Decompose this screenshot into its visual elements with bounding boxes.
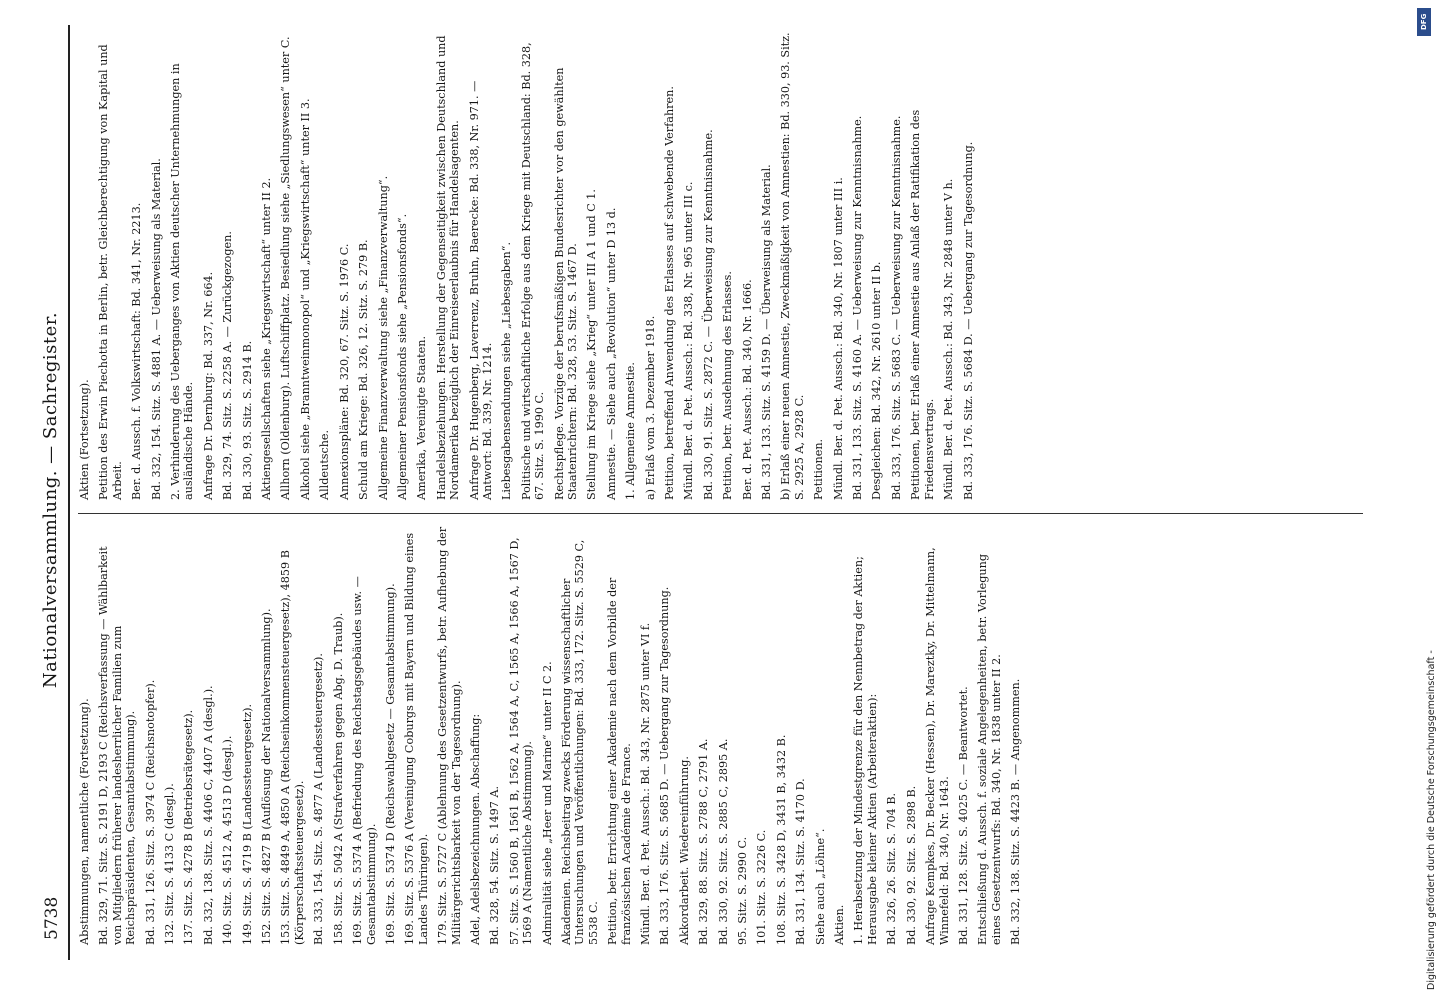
- index-entry: Bd. 326, 26. Sitz. S. 704 B.: [885, 792, 899, 945]
- index-entry: Schuld am Kriege: Bd. 326, 12. Sitz. S. 279 B.: [357, 239, 371, 500]
- index-entry: Bd. 330, 92. Sitz. S. 2898 B.: [904, 785, 918, 945]
- index-entry: 95. Sitz. S. 2990 C.: [736, 836, 750, 945]
- left-column: [78, 525, 1363, 945]
- index-entry: Bd. 329, 88. Sitz. S. 2788 C, 2791 A.: [697, 738, 711, 945]
- index-entry: Anfrage Dr. Dernburg: Bd. 337, Nr. 664.: [201, 271, 215, 500]
- index-entry: 1. Herabsetzung der Mindestgrenze für den Nennbetrag der Aktien; Herausgabe kleiner Aktien (Arbeiteraktien):: [852, 552, 879, 945]
- index-entry: Aktien (Fortsetzung).: [78, 379, 91, 500]
- index-entry: Allhorn (Oldenburg). Luftschiffplatz. Besiedlung siehe „Siedlungswesen“ unter C.: [279, 36, 293, 500]
- index-entry: Petition, betreffend Anwendung des Erlasses auf schwebende Verfahren.: [663, 86, 676, 500]
- index-entry: 101. Sitz. S. 3226 C.: [755, 829, 769, 945]
- index-entry: Bd. 330, 92. Sitz. S. 2885 C, 2895 A.: [716, 738, 730, 945]
- index-entry: 132. Sitz. S. 4133 C (desgl.).: [163, 783, 177, 945]
- index-entry: Politische und wirtschaftliche Erfolge aus dem Kriege mit Deutschland: Bd. 328, 67. Sitz. S. 1990 C.: [519, 38, 547, 500]
- index-entry: Amerika, Vereinigte Staaten.: [415, 335, 429, 500]
- index-entry: Bd. 330, 91. Sitz. S. 2872 C. — Überweisung zur Kenntnisnahme.: [701, 129, 715, 500]
- index-entry: Bd. 328, 54. Sitz. S. 1497 A.: [488, 785, 502, 945]
- index-entry: 153. Sitz. S. 4849 A, 4850 A (Reichseinkommensteuergesetz), 4859 B (Körperschaftssteuergesetz).: [279, 546, 306, 945]
- index-entry: Rechtspflege. Vorzüge der berufsmäßigen Bundesrichter vor den gewählten Staatenrichtern: Bd. 328, 53. Sitz. S. 1467 D.: [552, 63, 579, 500]
- index-entry: 2. Verhinderung des Ueberganges von Aktien deutscher Unternehmungen in ausländische Hände.: [169, 59, 196, 500]
- index-entry: Alldeutsche.: [318, 429, 332, 500]
- page-header: [38, 0, 68, 1000]
- index-entry: Bd. 333, 176. Sitz. S. 5685 D. — Uebergang zur Tagesordnung.: [658, 586, 672, 945]
- index-entry: Admiralität siehe „Heer und Marine“ unter II C 2.: [540, 661, 554, 945]
- index-entry: Liebesgabensendungen siehe „Liebesgaben“.: [500, 241, 514, 500]
- index-entry: 158. Sitz. S. 5042 A (Strafverfahren gegen Abg. D. Traub).: [331, 612, 345, 945]
- index-entry: Bd. 331, 128. Sitz. S. 4025 C. — Beantwortet.: [956, 686, 970, 945]
- index-entry: Bd. 332, 154. Sitz. S. 4881 A. — Ueberweisung als Material.: [149, 158, 163, 500]
- index-entry: Anfrage Dr. Hugenberg, Laverrenz, Bruhn, Baerecke: Bd. 338, Nr. 971. — Antwort: Bd. 339, Nr. 1214.: [467, 77, 494, 500]
- index-entry: Aktiengesellschaften siehe „Kriegswirtschaft“ unter II 2.: [260, 177, 274, 500]
- index-entry: Anfrage Kempkes, Dr. Becker (Hessen), Dr. Mareztky, Dr. Mittelmann, Winnefeld: Bd. 340, Nr. 1643.: [924, 543, 951, 945]
- index-entry: Entschließung d. Aussch. f. soziale Angelegenheiten, betr. Vorlegung eines Gesetzentwurfs: Bd. 340, Nr. 1838 unter II 2.: [976, 550, 1003, 945]
- index-entry: 179. Sitz. S. 5727 C (Ablehnung des Gesetzentwurfs, betr. Aufhebung der Militärgerichtsbarkeit von der Tagesordnung).: [436, 523, 463, 945]
- index-entry: Akademien. Reichsbeitrag zwecks Förderung wissenschaftlicher Untersuchungen und Veröffentlichungen: Bd. 333, 172. Sitz. S. 5529 C, 5538 C.: [559, 536, 600, 945]
- index-entry: Bd. 332, 138. Sitz. S. 4406 C, 4407 A (desgl.).: [201, 685, 215, 945]
- index-entry: Alkohol siehe „Branntweinmonopol“ und „Kriegswirtschaft“ unter II 3.: [298, 98, 312, 500]
- index-entry: Adel, Adelsbezeichnungen. Abschaffung:: [468, 713, 482, 945]
- index-entry: Handelsbeziehungen. Herstellung der Gegenseitigkeit zwischen Deutschland und Nordamerika bezüglich der Einreiseerlaubnis für Handelsagenten.: [434, 31, 462, 500]
- page-title: Nationalversammlung. — Sachregister.: [40, 311, 61, 689]
- index-entry: Bd. 329, 71. Sitz. S. 2191 D, 2193 C (Reichsverfassung — Wählbarkeit von Mitgliedern früherer landesherrlicher Familien zum Reichspräsidenten, Gesamtabstimmung).: [97, 542, 138, 945]
- index-entry: Abstimmungen, namentliche (Fortsetzung).: [78, 698, 91, 945]
- index-entry: Petition, betr. Ausdehnung des Erlasses.: [721, 271, 735, 500]
- index-entry: Petition des Erwin Piechotta in Berlin, betr. Gleichberechtigung von Kapital und Arbeit.: [97, 40, 124, 500]
- index-entry: Allgemeine Finanzverwaltung siehe „Finanzverwaltung“.: [376, 175, 390, 500]
- index-entry: Mündl. Ber. d. Pet. Aussch.: Bd. 340, Nr. 1807 unter III i.: [831, 177, 845, 500]
- index-entry: 169. Sitz. S. 5374 D (Reichswahlgesetz — Gesamtabstimmung).: [383, 583, 397, 945]
- index-entry: Akkordarbeit. Wiedereinführung.: [677, 756, 691, 945]
- digitization-note: Digitalisierung gefördert durch die Deutsche Forschungsgemeinschaft -: [1426, 650, 1437, 990]
- column-divider: [78, 513, 1363, 514]
- index-entry: Ber. d. Pet. Aussch.: Bd. 340, Nr. 1666.: [740, 279, 754, 500]
- index-entry: 57. Sitz. S. 1560 B, 1561 B, 1562 A, 1564 A, C, 1565 A, 1566 A, 1567 D, 1569 A (Namentliche Abstimmung).: [507, 533, 535, 945]
- index-entry: 169. Sitz. S. 5374 A (Befriedung des Reichstagsgebäudes usw. — Gesamtabstimmung).: [351, 572, 378, 945]
- index-entry: Aktien.: [833, 904, 847, 945]
- index-entry: 1. Allgemeine Amnestie.: [624, 362, 638, 500]
- index-entry: Bd. 332, 138. Sitz. S. 4423 B. — Angenommen.: [1009, 678, 1023, 945]
- index-entry: 169. Sitz. S. 5376 A (Vereinigung Coburgs mit Bayern und Bildung eines Landes Thüringen).: [403, 529, 430, 945]
- index-entry: Bd. 331, 133. Sitz. S. 4160 A. — Ueberweisung zur Kenntnisnahme.: [851, 115, 865, 500]
- index-entry: Bd. 333, 154. Sitz. S. 4877 A (Landessteuergesetz).: [312, 653, 326, 945]
- index-entry: Stellung im Kriege siehe „Krieg“ unter III A 1 und C 1.: [585, 189, 599, 500]
- index-entry: b) Erlaß einer neuen Amnestie, Zweckmäßigkeit von Amnestien: Bd. 330, 93. Sitz. S. 2925 A, 2928 C.: [779, 28, 806, 500]
- index-entry: 137. Sitz. S. 4278 B (Betriebsrätegesetz).: [182, 709, 196, 945]
- index-entry: Mündl. Ber. d. Pet. Aussch.: Bd. 343, Nr. 2875 unter VI f.: [639, 622, 652, 945]
- index-entry: Bd. 329, 74. Sitz. S. 2258 A. — Zurückgezogen.: [221, 231, 235, 500]
- index-entry: Annexionspläne: Bd. 320, 67. Sitz. S. 1976 C.: [337, 243, 351, 500]
- index-entry: Petitionen.: [812, 438, 826, 500]
- index-entry: Bd. 331, 126. Sitz. S. 3974 C (Reichsnotopfer).: [143, 679, 157, 945]
- index-entry: Mündl. Ber. d. Pet. Aussch.: Bd. 338, Nr. 965 unter III c.: [682, 181, 696, 500]
- index-entry: Bd. 333, 176. Sitz. S. 5683 C. — Ueberweisung zur Kenntnisnahme.: [889, 115, 903, 500]
- index-entry: Ber. d. Aussch. f. Volkswirtschaft: Bd. 341, Nr. 2213.: [130, 202, 144, 500]
- index-entry: Petition, betr. Errichtung einer Akademie nach dem Vorbilde der französischen Académie de France.: [606, 574, 633, 945]
- page-number: 5738: [42, 896, 62, 940]
- index-entry: Bd. 333, 176. Sitz. S. 5684 D. — Uebergang zur Tagesordnung.: [961, 141, 975, 500]
- index-entry: Bd. 331, 133. Sitz. S. 4159 D. — Überweisung als Material.: [760, 164, 774, 500]
- index-entry: 152. Sitz. S. 4827 B (Auflösung der Nationalversammlung).: [260, 608, 274, 945]
- header-rule: [68, 25, 70, 960]
- index-entry: Amnestie. — Siehe auch „Revolution“ unter D 13 d.: [604, 207, 618, 500]
- index-entry: Desgleichen: Bd. 342, Nr. 2610 unter II b.: [870, 261, 884, 500]
- index-entry: Bd. 331, 134. Sitz. S. 4170 D.: [794, 778, 808, 945]
- index-entry: 108. Sitz. S. 3428 D, 3431 B, 3432 B.: [774, 734, 788, 945]
- index-entry: Petitionen, betr. Erlaß einer Amnestie aus Anlaß der Ratifikation des Friedensvertrags.: [909, 106, 936, 500]
- index-entry: Mündl. Ber. d. Pet. Aussch.: Bd. 343, Nr. 2848 unter V h.: [942, 178, 956, 500]
- index-entry: 140. Sitz. S. 4512 A, 4513 D (desgl.).: [221, 735, 235, 945]
- index-entry: Allgemeiner Pensionsfonds siehe „Pensionsfonds“.: [395, 213, 409, 500]
- index-entry: a) Erlaß vom 3. Dezember 1918.: [643, 315, 657, 500]
- index-entry: Siehe auch „Löhne“.: [813, 828, 827, 945]
- index-entry: 149. Sitz. S. 4719 B (Landessteuergesetz).: [240, 703, 254, 945]
- right-column: [78, 30, 1363, 500]
- dfg-logo: DFG: [1417, 8, 1431, 36]
- index-entry: Bd. 330, 93. Sitz. S. 2914 B.: [240, 340, 254, 500]
